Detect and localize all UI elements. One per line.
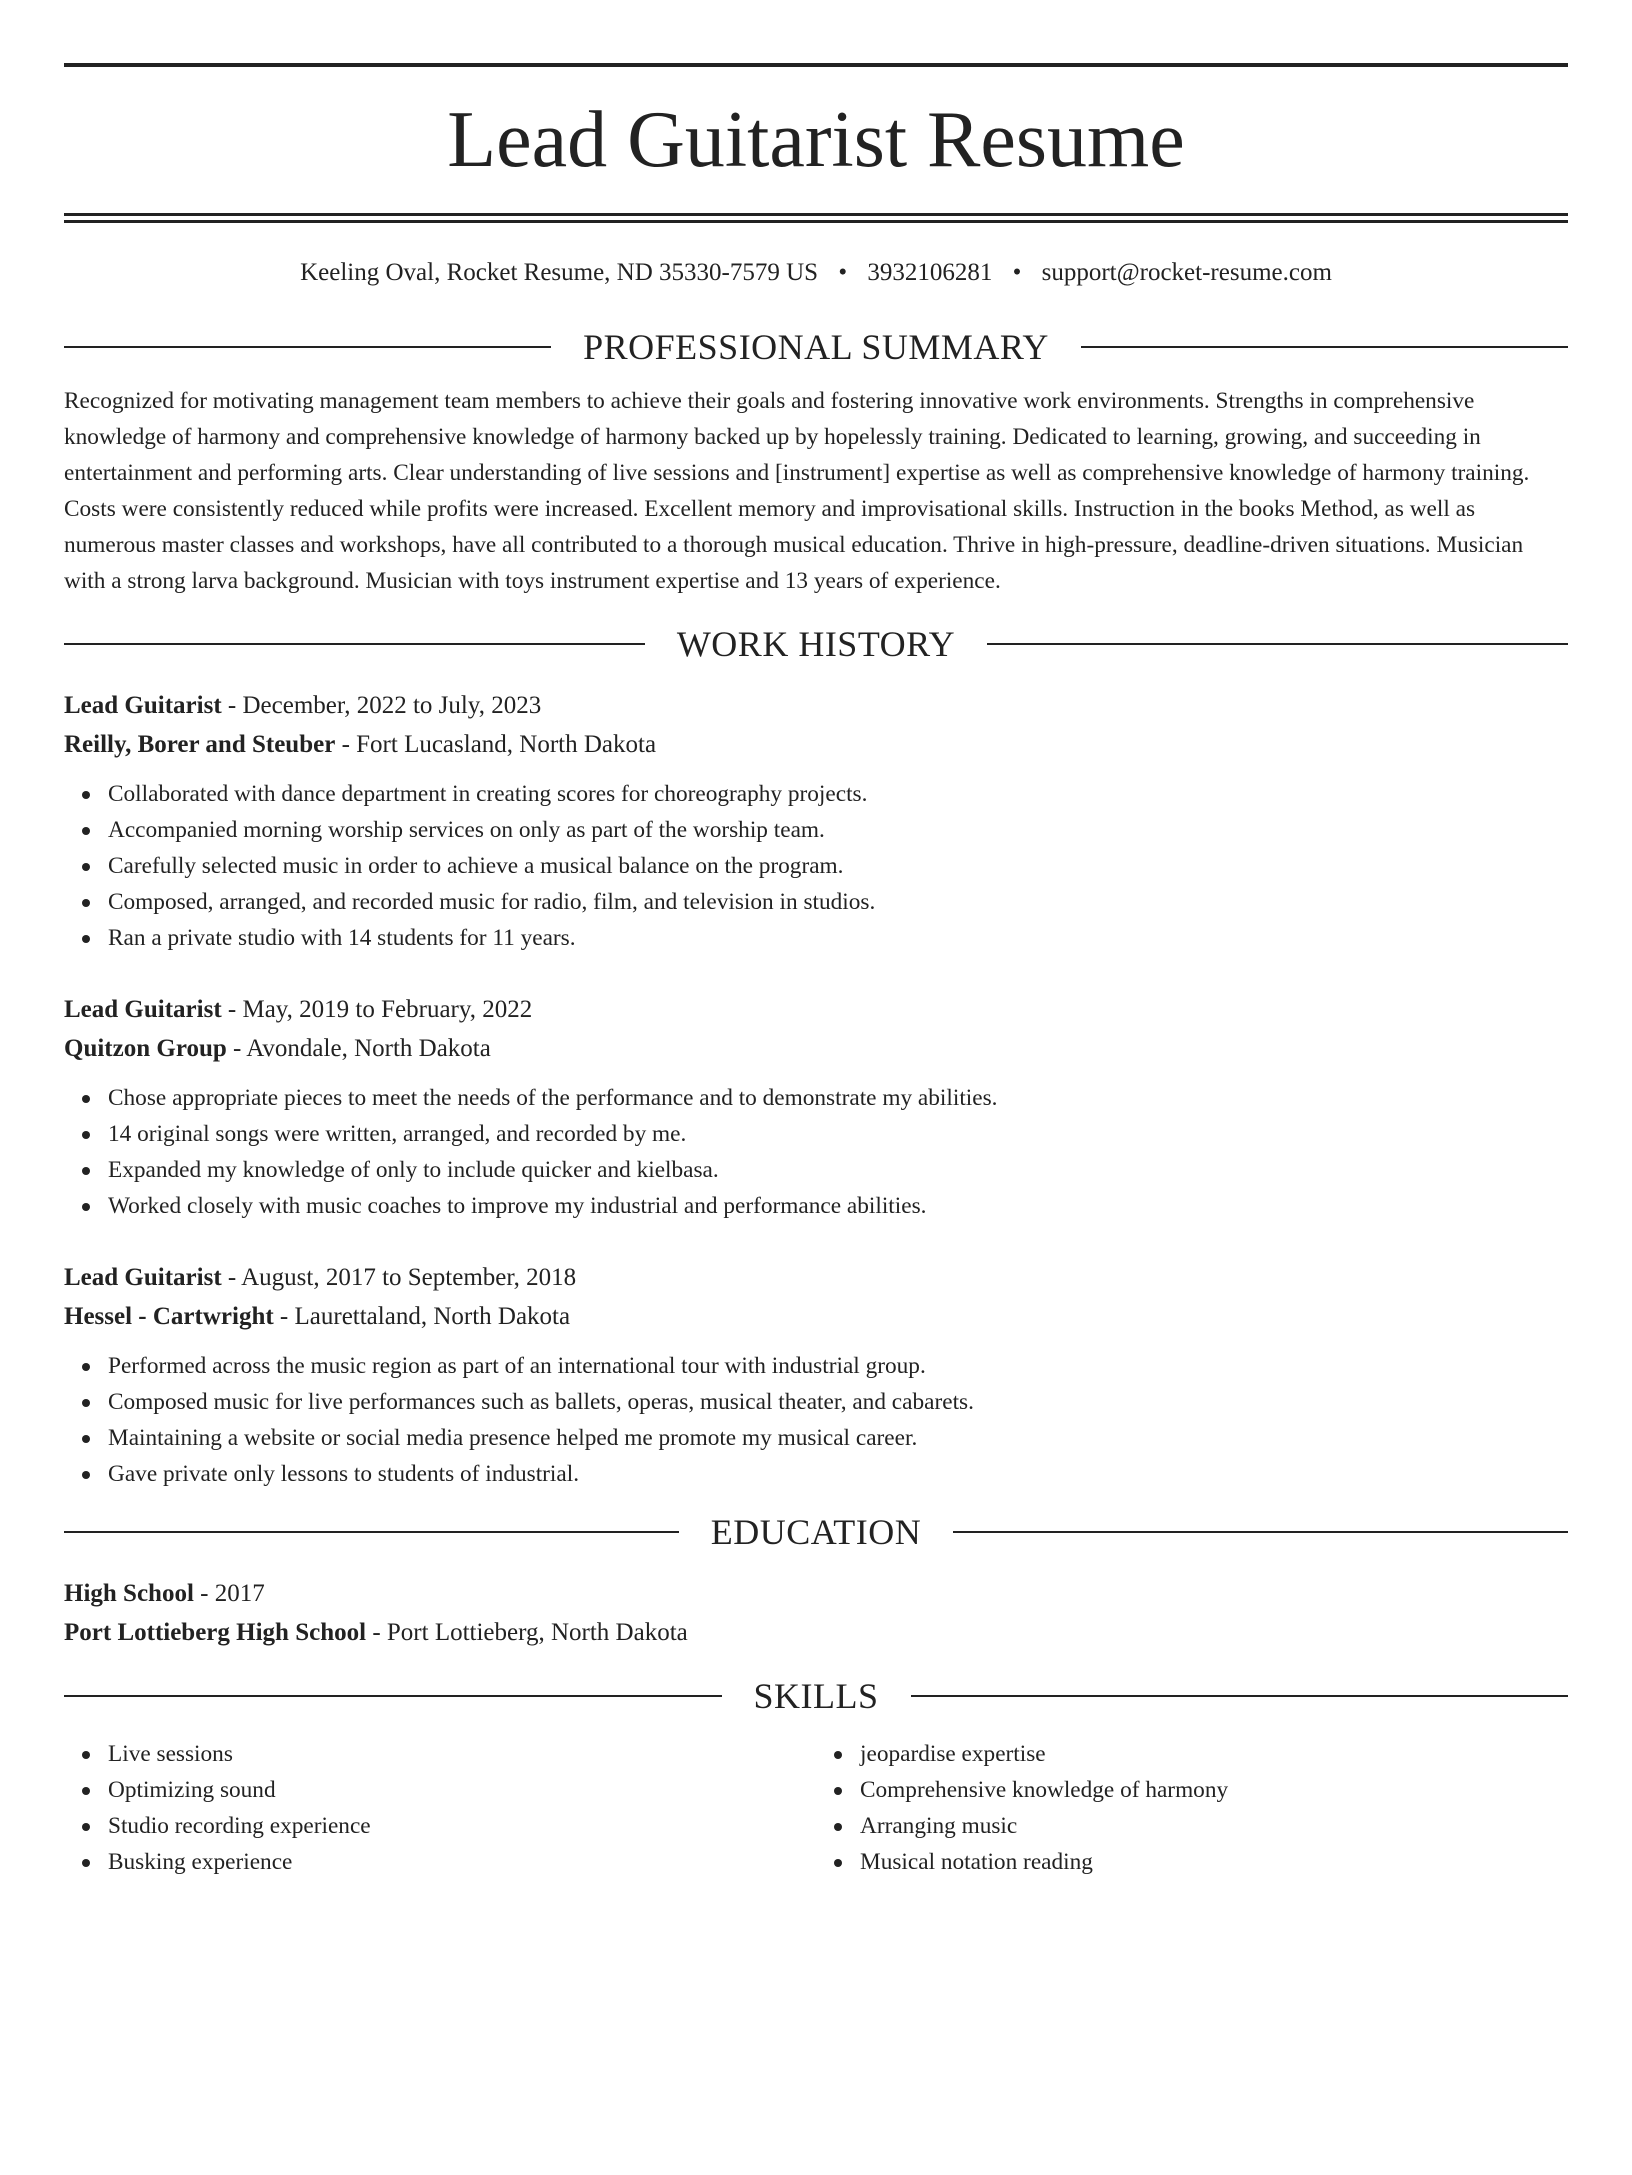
contact-phone: 3932106281	[867, 259, 993, 286]
education-degree: High School	[64, 1580, 194, 1608]
section-rule	[953, 1531, 1568, 1533]
job-company-line	[64, 1029, 1568, 1068]
job-dates: - August, 2017 to September, 2018	[221, 1264, 577, 1292]
job-company-line	[64, 1297, 1568, 1336]
education-degree-line	[64, 1574, 1568, 1613]
skill-item: Optimizing sound	[108, 1772, 816, 1808]
job-company: Reilly, Borer and Steuber	[64, 731, 336, 759]
list-item: Gave private only lessons to students of industrial.	[108, 1456, 1568, 1492]
job-bullets	[64, 1348, 1568, 1492]
section-rule	[64, 346, 551, 348]
skill-item: Musical notation reading	[860, 1844, 1568, 1880]
skills-column-left	[64, 1736, 816, 1880]
job-entry	[64, 990, 1568, 1224]
job-company: Hessel - Cartwright	[64, 1303, 274, 1331]
job-title-line	[64, 990, 1568, 1029]
section-header-education	[64, 1510, 1568, 1554]
list-item: Performed across the music region as part of an international tour with industrial group.	[108, 1348, 1568, 1384]
section-title-education: EDUCATION	[710, 1512, 922, 1553]
section-rule	[911, 1695, 1569, 1697]
job-title: Lead Guitarist	[64, 996, 222, 1024]
education-entry	[64, 1574, 1568, 1652]
list-item: Carefully selected music in order to achieve a musical balance on the program.	[108, 848, 1568, 884]
job-dates: - December, 2022 to July, 2023	[221, 692, 542, 720]
list-item: Chose appropriate pieces to meet the needs of the performance and to demonstrate my abilities.	[108, 1080, 1568, 1116]
section-title-summary: PROFESSIONAL SUMMARY	[583, 327, 1049, 367]
list-item: Expanded my knowledge of only to include quicker and kielbasa.	[108, 1152, 1568, 1188]
job-title: Lead Guitarist	[64, 1264, 222, 1292]
job-bullets	[64, 1080, 1568, 1224]
contact-separator: •	[1012, 259, 1022, 286]
summary-text: Recognized for motivating management team members to achieve their goals and fostering innovative work environments. Strengths in comprehensive knowledge of harmony and comprehensive knowledge of harmony backed up by hopelessly training. Dedicated to learning, growing, and succeeding in entertainment and performing arts. Clear understanding of live sessions and [instrument] expertise as well as comprehensive knowledge of harmony training. Costs were consistently reduced while profits were increased. Excellent memory and improvisational skills. Instruction in the books Method, as well as numerous master classes and workshops, have all contributed to a thorough musical education. Thrive in high-pressure, deadline-driven situations. Musician with a strong larva background. Musician with toys instrument expertise and 13 years of experience.	[64, 388, 1530, 594]
job-title-line	[64, 686, 1568, 725]
section-title-skills: SKILLS	[753, 1676, 879, 1717]
job-title-line	[64, 1258, 1568, 1297]
section-header-summary	[64, 325, 1568, 369]
job-bullets	[64, 776, 1568, 956]
job-location: - Avondale, North Dakota	[226, 1035, 491, 1063]
list-item: Composed music for live performances such as ballets, operas, musical theater, and cabarets.	[108, 1384, 1568, 1420]
title-double-rule	[64, 213, 1568, 223]
job-entry	[64, 686, 1568, 956]
contact-address: Keeling Oval, Rocket Resume, ND 35330-7579 US	[300, 259, 819, 286]
section-rule	[64, 1695, 722, 1697]
section-header-skills	[64, 1674, 1568, 1718]
top-rule	[64, 63, 1568, 67]
section-title-work: WORK HISTORY	[676, 624, 956, 665]
contact-email: support@rocket-resume.com	[1041, 259, 1332, 286]
section-rule	[64, 643, 645, 645]
job-entry	[64, 1258, 1568, 1492]
section-rule	[64, 1531, 679, 1533]
skill-item: Live sessions	[108, 1736, 816, 1772]
list-item: Worked closely with music coaches to improve my industrial and performance abilities.	[108, 1188, 1568, 1224]
education-location: - Port Lottieberg, North Dakota	[366, 1619, 688, 1647]
contact-separator: •	[838, 259, 848, 286]
list-item: Collaborated with dance department in creating scores for choreography projects.	[108, 776, 1568, 812]
skills-list	[64, 1736, 1568, 1880]
education-school: Port Lottieberg High School	[64, 1619, 367, 1647]
job-company: Quitzon Group	[64, 1035, 227, 1063]
list-item: Maintaining a website or social media presence helped me promote my musical career.	[108, 1420, 1568, 1456]
list-item: Accompanied morning worship services on only as part of the worship team.	[108, 812, 1568, 848]
job-title: Lead Guitarist	[64, 692, 222, 720]
skills-column-right	[816, 1736, 1568, 1880]
skill-item: Arranging music	[860, 1808, 1568, 1844]
skill-item: Studio recording experience	[108, 1808, 816, 1844]
skill-item: Comprehensive knowledge of harmony	[860, 1772, 1568, 1808]
skill-item: Busking experience	[108, 1844, 816, 1880]
resume-title: Lead Guitarist Resume	[447, 96, 1185, 184]
job-dates: - May, 2019 to February, 2022	[221, 996, 533, 1024]
section-header-work	[64, 622, 1568, 666]
list-item: 14 original songs were written, arranged, and recorded by me.	[108, 1116, 1568, 1152]
section-rule	[1081, 346, 1568, 348]
list-item: Composed, arranged, and recorded music for radio, film, and television in studios.	[108, 884, 1568, 920]
resume-page	[0, 63, 1632, 2175]
education-year: - 2017	[193, 1580, 265, 1608]
job-location: - Fort Lucasland, North Dakota	[335, 731, 657, 759]
list-item: Ran a private studio with 14 students for 11 years.	[108, 920, 1568, 956]
job-location: - Laurettaland, North Dakota	[273, 1303, 571, 1331]
contact-line	[64, 257, 1568, 289]
section-rule	[987, 643, 1568, 645]
education-school-line	[64, 1613, 1568, 1652]
skill-item: jeopardise expertise	[860, 1736, 1568, 1772]
job-company-line	[64, 725, 1568, 764]
